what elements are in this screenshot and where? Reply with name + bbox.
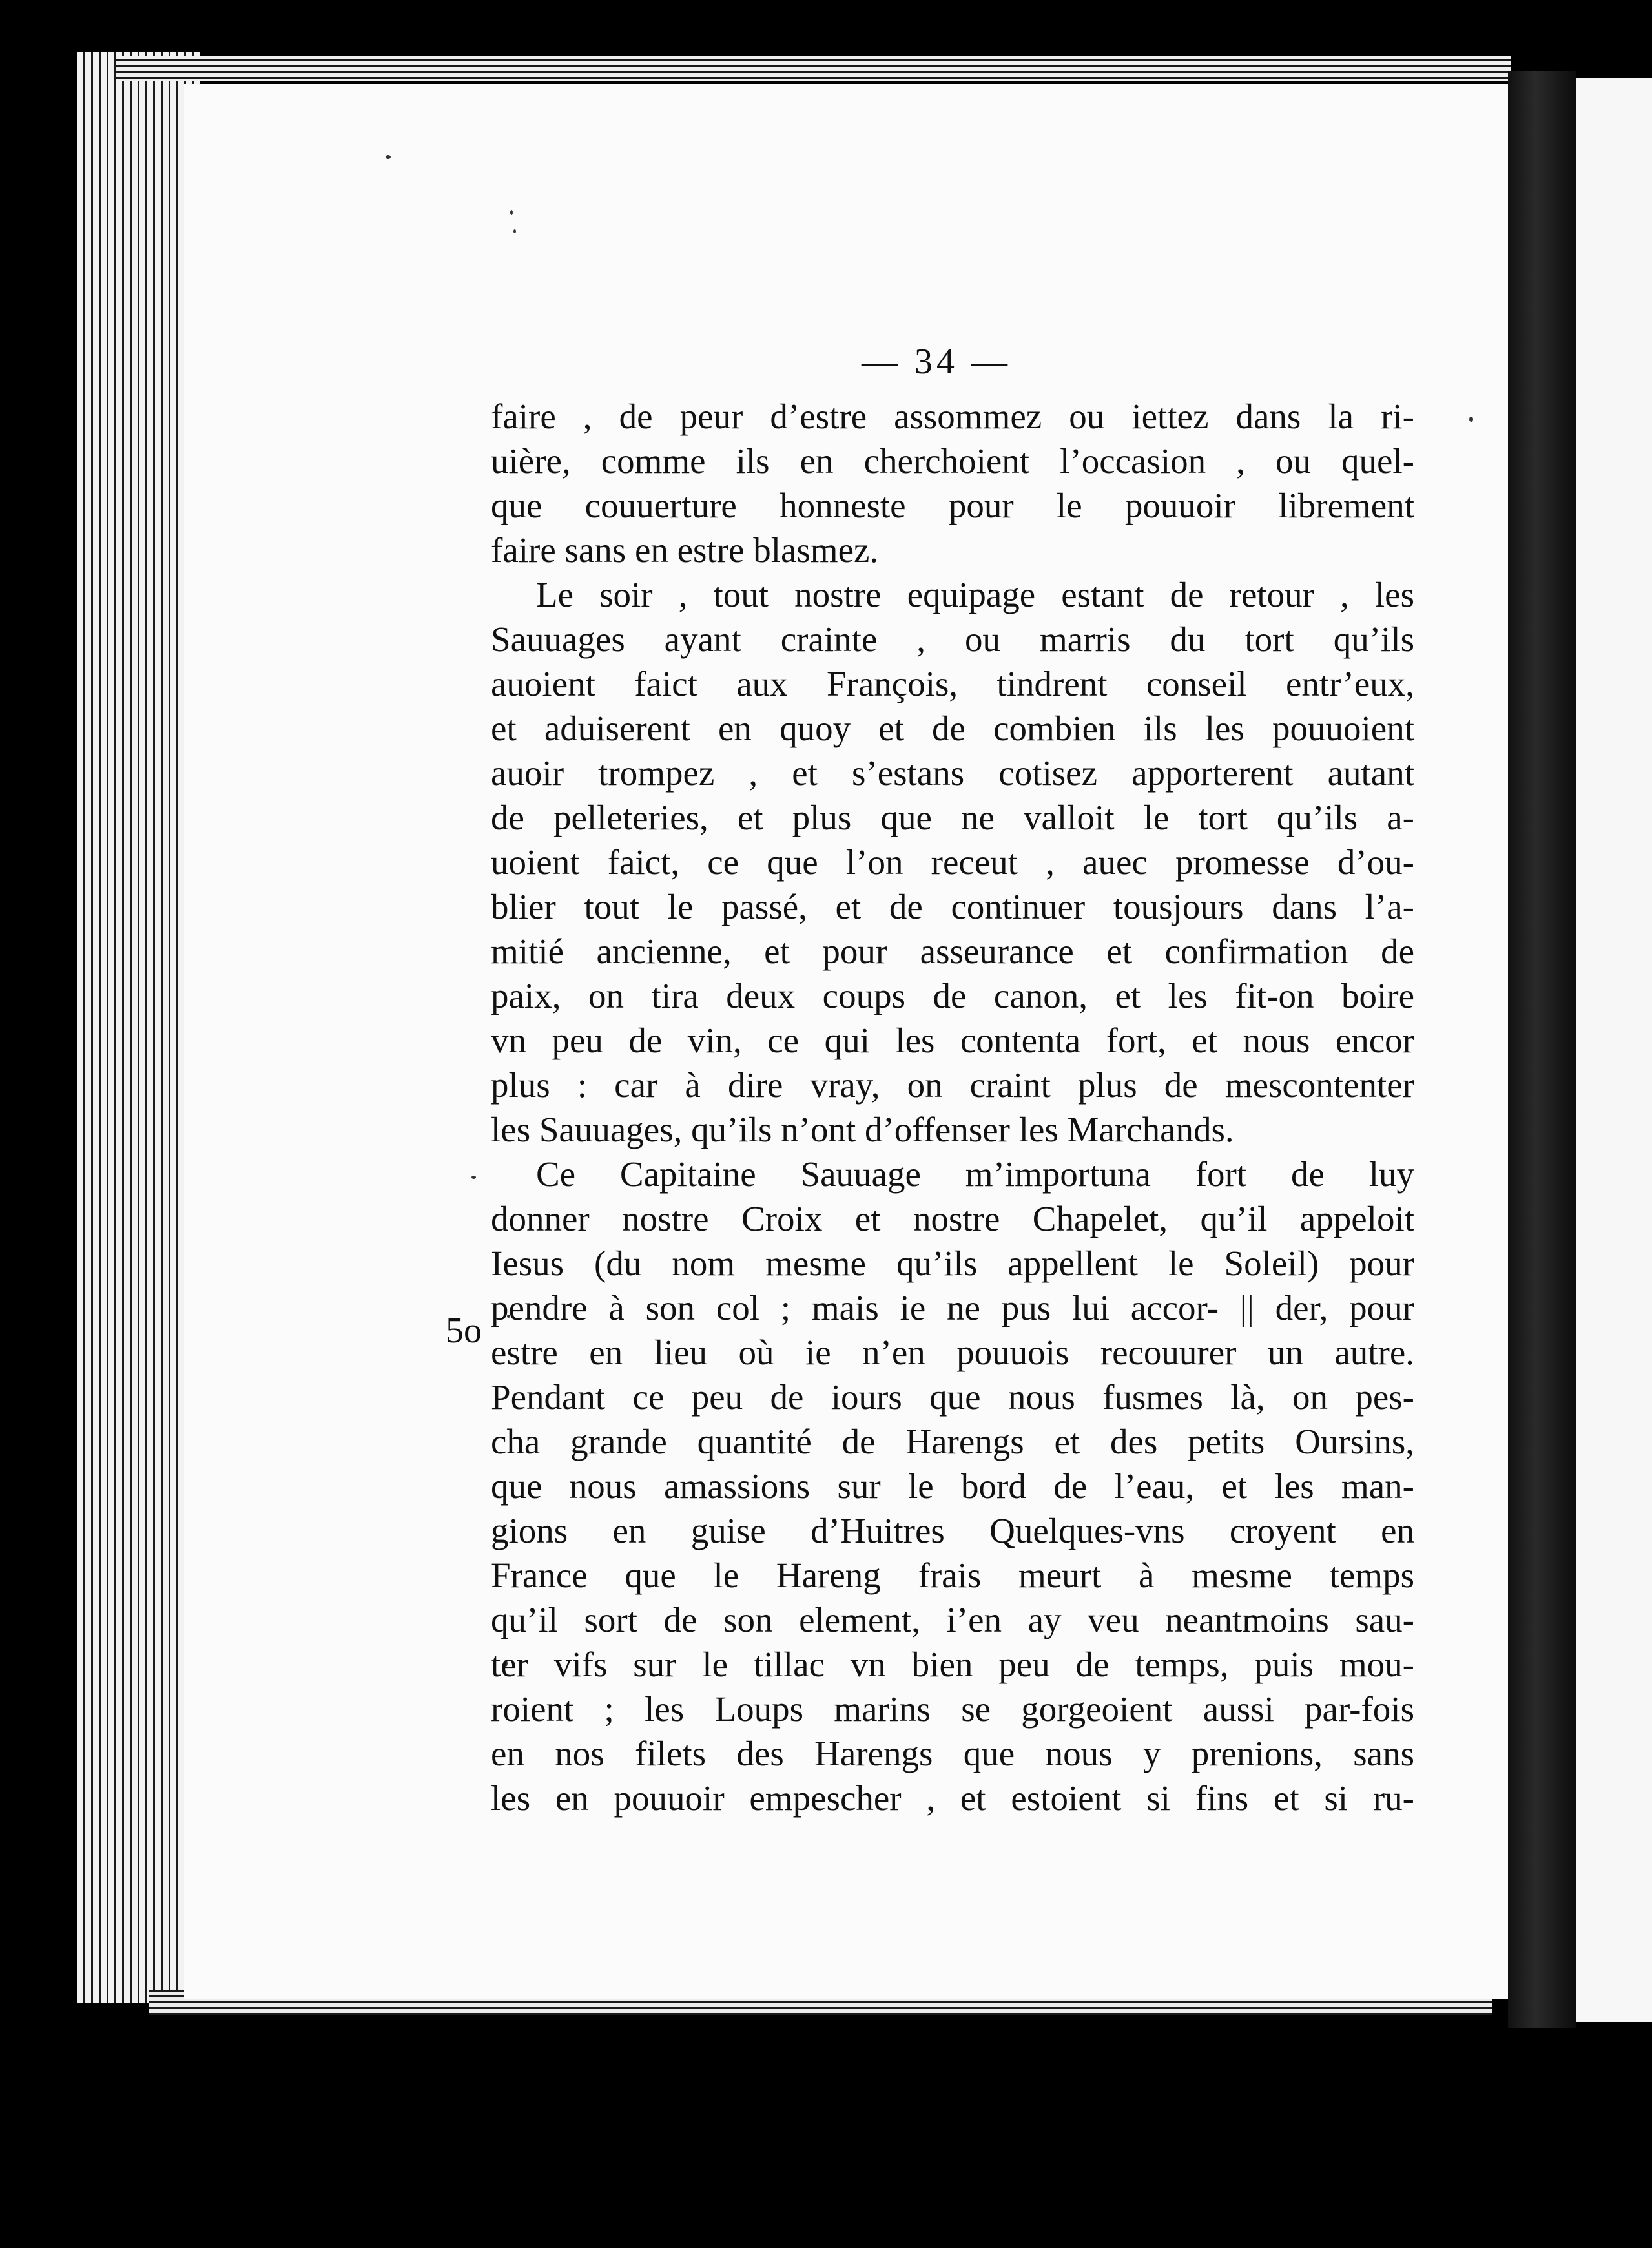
book-gutter bbox=[1508, 71, 1576, 2028]
paragraph bbox=[491, 572, 1414, 1152]
text-line: blier tout le passé, et de continuer tousjours dans l’a- bbox=[491, 887, 1414, 926]
paragraph bbox=[491, 1152, 1414, 1820]
print-speck bbox=[513, 229, 516, 233]
text-line: donner nostre Croix et nostre Chapelet, qu’il appeloit bbox=[491, 1199, 1414, 1238]
text-line: paix, on tira deux coups de canon, et les fit-on boire bbox=[491, 976, 1414, 1015]
text-line: estre en lieu où ie n’en pouuois recouurer un autre. bbox=[491, 1333, 1414, 1372]
print-speck bbox=[1469, 417, 1473, 422]
text-line: les Sauuages, qu’ils n’ont d’offenser les Marchands. bbox=[491, 1110, 1234, 1149]
print-speck bbox=[386, 155, 391, 159]
paragraph bbox=[491, 394, 1414, 572]
text-line: Ce Capitaine Sauuage m’importuna fort de luy bbox=[536, 1154, 1414, 1194]
text-line: faire sans en estre blasmez. bbox=[491, 530, 879, 570]
text-line: uière, comme ils en cherchoient l’occasion , ou quel- bbox=[491, 441, 1414, 481]
page-number: — 34 — bbox=[862, 342, 1011, 382]
text-line: de pelleteries, et plus que ne valloit le tort qu’ils a- bbox=[491, 798, 1414, 837]
text-line: roient ; les Loups marins se gorgeoient aussi par-fois bbox=[491, 1689, 1414, 1729]
text-line: plus : car à dire vray, on craint plus de mescontenter bbox=[491, 1065, 1414, 1105]
text-line: Le soir , tout nostre equipage estant de retour , les bbox=[536, 575, 1414, 614]
print-speck bbox=[471, 1176, 476, 1179]
page-stack-left-edges bbox=[77, 52, 200, 2003]
text-line: pendre à son col ; mais ie ne pus lui accor- || der, pour bbox=[491, 1288, 1414, 1327]
text-line: cha grande quantité de Harengs et des petits Oursins, bbox=[491, 1422, 1414, 1461]
text-line: gions en guise d’Huitres Quelques-vns croyent en bbox=[491, 1511, 1414, 1550]
text-line: Iesus (du nom mesme qu’ils appellent le Soleil) pour bbox=[491, 1244, 1414, 1283]
text-line: uoient faict, ce que l’on receut , auec promesse d’ou- bbox=[491, 842, 1414, 882]
text-line: vn peu de vin, ce qui les contenta fort, et nous encor bbox=[491, 1021, 1414, 1060]
text-line: Sauuages ayant crainte , ou marris du tort qu’ils bbox=[491, 619, 1414, 659]
body-text bbox=[491, 394, 1414, 1820]
page-stack-top-edges bbox=[116, 56, 1511, 81]
print-speck bbox=[510, 210, 513, 215]
text-line: Pendant ce peu de iours que nous fusmes là, on pes- bbox=[491, 1377, 1414, 1417]
text-line: les en pouuoir empescher , et estoient si fins et si ru- bbox=[491, 1778, 1414, 1818]
text-line: auoient faict aux François, tindrent conseil entr’eux, bbox=[491, 664, 1414, 703]
text-line: que couuerture honneste pour le pouuoir librement bbox=[491, 486, 1414, 525]
text-line: mitié ancienne, et pour asseurance et confirmation de bbox=[491, 931, 1414, 971]
text-line: France que le Hareng frais meurt à mesme temps bbox=[491, 1556, 1414, 1595]
text-line: en nos filets des Harengs que nous y prenions, sans bbox=[491, 1734, 1414, 1773]
text-line: que nous amassions sur le bord de l’eau, et les man- bbox=[491, 1466, 1414, 1506]
margin-folio-note: 5o bbox=[446, 1311, 482, 1351]
text-line: qu’il sort de son element, i’en ay veu neantmoins sau- bbox=[491, 1600, 1414, 1639]
facing-page bbox=[1576, 78, 1652, 2022]
text-line: et aduiserent en quoy et de combien ils les pouuoient bbox=[491, 709, 1414, 748]
text-line: auoir trompez , et s’estans cotisez apporterent autant bbox=[491, 753, 1414, 793]
text-line: ter vifs sur le tillac vn bien peu de temps, puis mou- bbox=[491, 1645, 1414, 1684]
text-line: faire , de peur d’estre assommez ou iettez dans la ri- bbox=[491, 397, 1414, 436]
